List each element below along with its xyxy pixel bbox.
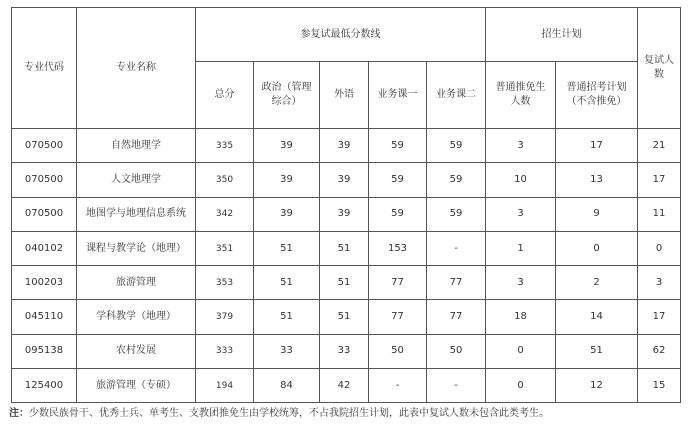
cell-foreign: 39: [320, 163, 369, 197]
cell-retest: 21: [638, 129, 681, 163]
table-row: [12, 163, 681, 197]
cell-plan: 12: [556, 369, 638, 403]
cell-course1: 59: [369, 129, 427, 163]
cell-code: 045110: [12, 300, 77, 334]
header-retest: [638, 8, 681, 129]
cell-politics: 39: [254, 163, 320, 197]
cell-total: 335: [196, 129, 254, 163]
cell-course1: -: [369, 369, 427, 403]
cell-retest: 0: [638, 231, 681, 265]
footnote-text: 少数民族骨干、优秀士兵、单考生、支教团推免生由学校统筹，不占我院招生计划，此表中复试人数未包含此类考生。: [29, 408, 549, 419]
cell-retest: 15: [638, 369, 681, 403]
cell-total: 351: [196, 231, 254, 265]
cell-plan: 13: [556, 163, 638, 197]
cell-exempt: 3: [486, 197, 556, 231]
admission-score-table: [11, 7, 681, 403]
cell-course2: 59: [427, 197, 486, 231]
cell-total: 350: [196, 163, 254, 197]
header-min-score-group: 参复试最低分数线: [196, 8, 486, 62]
table-row: [12, 266, 681, 300]
cell-foreign: 33: [320, 334, 369, 368]
cell-plan: 2: [556, 266, 638, 300]
footnote-label: 注：: [9, 408, 29, 419]
table-row: [12, 197, 681, 231]
cell-retest: 17: [638, 163, 681, 197]
cell-total: 379: [196, 300, 254, 334]
cell-course2: 59: [427, 129, 486, 163]
cell-total: 353: [196, 266, 254, 300]
table-row: [12, 231, 681, 265]
cell-plan: 51: [556, 334, 638, 368]
table-row: [12, 334, 681, 368]
cell-total: 194: [196, 369, 254, 403]
header-plan-line2: （不含推免）: [566, 96, 627, 107]
cell-foreign: 39: [320, 197, 369, 231]
cell-foreign: 51: [320, 266, 369, 300]
header-total: 总分: [196, 62, 254, 129]
cell-code: 100203: [12, 266, 77, 300]
cell-politics: 39: [254, 129, 320, 163]
cell-name: 课程与教学论（地理）: [77, 231, 196, 265]
cell-politics: 51: [254, 300, 320, 334]
cell-name: 旅游管理（专硕）: [77, 369, 196, 403]
header-foreign: 外语: [320, 62, 369, 129]
header-row-1: [12, 8, 681, 62]
cell-exempt: 1: [486, 231, 556, 265]
cell-course1: 50: [369, 334, 427, 368]
table-row: [12, 369, 681, 403]
header-plan: [556, 62, 638, 129]
cell-total: 333: [196, 334, 254, 368]
footnote: [9, 404, 549, 419]
cell-politics: 51: [254, 266, 320, 300]
cell-course2: 50: [427, 334, 486, 368]
cell-foreign: 51: [320, 231, 369, 265]
cell-course2: 59: [427, 163, 486, 197]
cell-politics: 39: [254, 197, 320, 231]
cell-politics: 84: [254, 369, 320, 403]
table-row: [12, 300, 681, 334]
cell-name: 人文地理学: [77, 163, 196, 197]
cell-retest: 11: [638, 197, 681, 231]
table-row: [12, 129, 681, 163]
cell-exempt: 18: [486, 300, 556, 334]
header-plan-group: 招生计划: [486, 8, 638, 62]
cell-name: 学科教学（地理）: [77, 300, 196, 334]
cell-name: 农村发展: [77, 334, 196, 368]
cell-foreign: 42: [320, 369, 369, 403]
cell-politics: 51: [254, 231, 320, 265]
cell-course2: -: [427, 231, 486, 265]
cell-course1: 153: [369, 231, 427, 265]
cell-name: 地图学与地理信息系统: [77, 197, 196, 231]
cell-course2: 77: [427, 266, 486, 300]
header-politics: [254, 62, 320, 129]
header-code: 专业代码: [12, 8, 77, 129]
cell-code: 070500: [12, 163, 77, 197]
cell-plan: 17: [556, 129, 638, 163]
cell-course2: 77: [427, 300, 486, 334]
cell-code: 040102: [12, 231, 77, 265]
cell-exempt: 3: [486, 129, 556, 163]
cell-foreign: 39: [320, 129, 369, 163]
cell-retest: 62: [638, 334, 681, 368]
header-retest-line1: 复试人: [644, 55, 674, 66]
cell-exempt: 0: [486, 334, 556, 368]
cell-retest: 17: [638, 300, 681, 334]
cell-code: 070500: [12, 197, 77, 231]
header-name: 专业名称: [77, 8, 196, 129]
header-politics-line2: 综合）: [271, 96, 302, 107]
cell-course1: 59: [369, 197, 427, 231]
header-retest-line2: 数: [654, 69, 664, 80]
cell-code: 095138: [12, 334, 77, 368]
cell-course1: 77: [369, 266, 427, 300]
cell-plan: 14: [556, 300, 638, 334]
header-plan-line1: 普通招考计划: [566, 82, 627, 93]
header-politics-line1: 政治（管理: [261, 82, 312, 93]
cell-course2: -: [427, 369, 486, 403]
cell-plan: 9: [556, 197, 638, 231]
cell-total: 342: [196, 197, 254, 231]
cell-exempt: 3: [486, 266, 556, 300]
cell-exempt: 10: [486, 163, 556, 197]
header-exempt: [486, 62, 556, 129]
cell-code: 125400: [12, 369, 77, 403]
header-course1: 业务课一: [369, 62, 427, 129]
cell-name: 旅游管理: [77, 266, 196, 300]
cell-course1: 77: [369, 300, 427, 334]
cell-foreign: 51: [320, 300, 369, 334]
header-exempt-line2: 人数: [510, 96, 531, 107]
header-exempt-line1: 普通推免生: [495, 82, 546, 93]
header-course2: 业务课二: [427, 62, 486, 129]
cell-exempt: 0: [486, 369, 556, 403]
cell-plan: 0: [556, 231, 638, 265]
cell-politics: 33: [254, 334, 320, 368]
cell-retest: 3: [638, 266, 681, 300]
cell-course1: 59: [369, 163, 427, 197]
cell-code: 070500: [12, 129, 77, 163]
cell-name: 自然地理学: [77, 129, 196, 163]
